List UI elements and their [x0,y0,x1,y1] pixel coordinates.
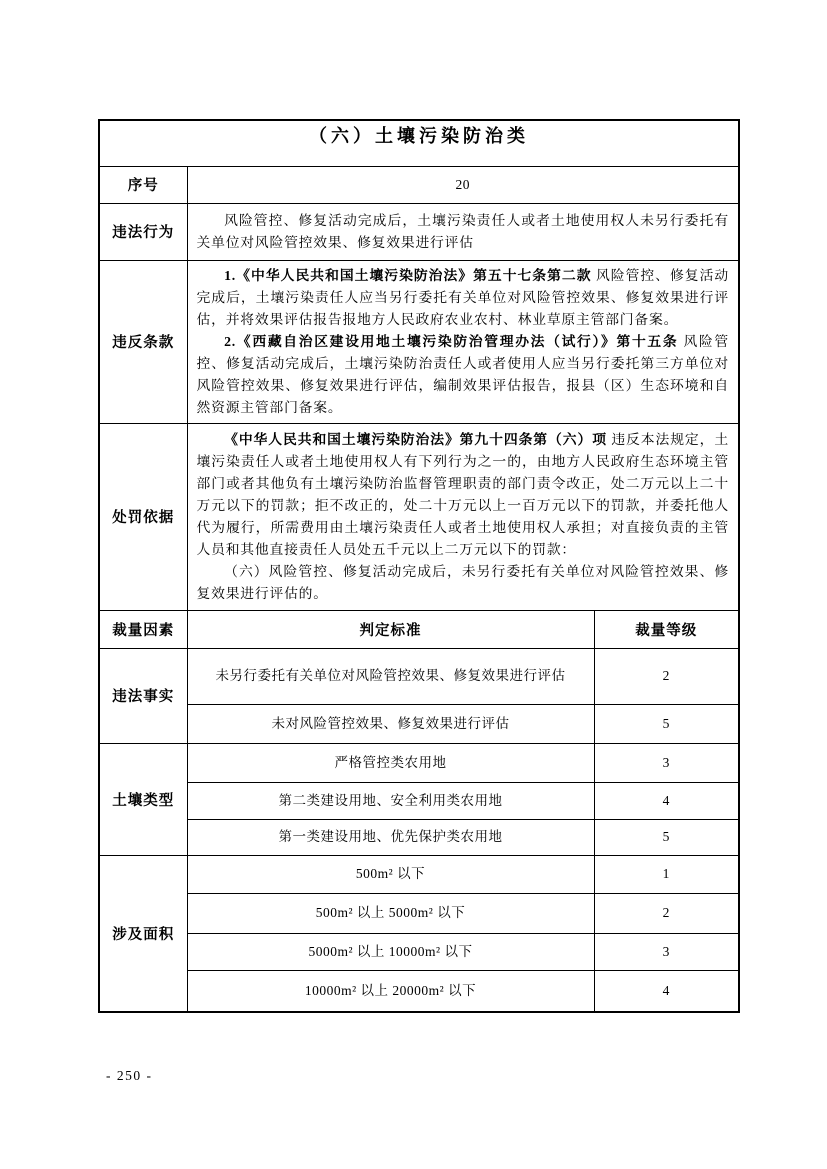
level-cell: 4 [594,782,739,819]
header-factor: 裁量因素 [99,610,187,648]
criteria-cell: 10000m² 以上 20000m² 以下 [187,970,594,1012]
criteria-cell: 第一类建设用地、优先保护类农用地 [187,819,594,855]
violated-clauses-row [99,260,739,423]
level-cell: 2 [594,648,739,704]
serial-label: 序号 [99,166,187,203]
criteria-cell: 未对风险管控效果、修复效果进行评估 [187,704,594,743]
criteria-cell: 500m² 以下 [187,855,594,893]
factor-involved-area: 涉及面积 [99,855,187,1012]
table-row [99,819,739,855]
penalty-basis-citation: 《中华人民共和国土壤污染防治法》第九十四条第（六）项 [224,431,607,447]
clause-1 [197,265,730,331]
table-row [99,704,739,743]
criteria-cell: 严格管控类农用地 [187,743,594,782]
criteria-cell: 500m² 以上 5000m² 以下 [187,893,594,933]
penalty-basis-item: （六）风险管控、修复活动完成后，未另行委托有关单位对风险管控效果、修复效果进行评估的。 [196,563,729,601]
penalty-basis-row [99,423,739,610]
penalty-basis-body: 违反本法规定，土壤污染责任人或者土地使用权人有下列行为之一的，由地方人民政府生态环境主管部门或者其他负有土壤污染防治监督管理职责的部门责令改正，处二万元以上二十万元以下的罚款；拒不改正的，处二十万元以上一百万元以下的罚款，并委托他人代为履行，所需费用由土壤污染责任人或者土地使用权人承担；对直接负责的主管人员和其他直接责任人员处五千元以上二万元以下的罚款： [196,431,729,557]
clause-2-citation: 2.《西藏自治区建设用地土壤污染防治管理办法（试行）》第十五条 [224,333,679,349]
level-cell: 1 [594,855,739,893]
serial-row [99,166,739,203]
criteria-cell: 第二类建设用地、安全利用类农用地 [187,782,594,819]
soil-pollution-violation-table [98,119,740,1013]
level-cell: 5 [594,819,739,855]
illegal-act-label: 违法行为 [99,203,187,260]
factor-soil-type: 土壤类型 [99,743,187,855]
violated-clauses-label: 违反条款 [99,260,187,423]
illegal-act-cell [187,203,739,260]
table-row [99,933,739,970]
criteria-cell: 未另行委托有关单位对风险管控效果、修复效果进行评估 [187,648,594,704]
level-cell: 2 [594,893,739,933]
table-row [99,855,739,893]
table-row [99,893,739,933]
level-cell: 3 [594,743,739,782]
clause-1-citation: 1.《中华人民共和国土壤污染防治法》第五十七条第二款 [224,267,592,283]
illegal-act-text: 风险管控、修复活动完成后，土壤污染责任人或者土地使用权人未另行委托有关单位对风险管控效果、修复效果进行评估 [196,212,729,250]
table-row [99,970,739,1012]
clause-2-body: 风险管控、修复活动完成后，土壤污染防治责任人或者使用人应当另行委托第三方单位对风险管控效果、修复效果进行评估，编制效果评估报告，报县（区）生态环境和自然资源主管部门备案。 [196,333,729,415]
table-row [99,743,739,782]
level-cell: 4 [594,970,739,1012]
table-row [99,648,739,704]
level-cell: 3 [594,933,739,970]
violated-clauses-cell [187,260,739,423]
header-criteria: 判定标准 [187,610,594,648]
table-row [99,782,739,819]
page-number: - 250 - [106,1068,153,1083]
table-title: （六）土壤污染防治类 [99,120,739,166]
penalty-basis-label: 处罚依据 [99,423,187,610]
serial-value: 20 [187,166,739,203]
title-row [99,120,739,166]
criteria-cell: 5000m² 以上 10000m² 以下 [187,933,594,970]
penalty-basis-paragraph [197,429,730,561]
penalty-basis-cell [187,423,739,610]
factor-illegal-facts: 违法事实 [99,648,187,743]
illegal-act-row [99,203,739,260]
criteria-header-row [99,610,739,648]
level-cell: 5 [594,704,739,743]
clause-2 [197,331,730,419]
clause-1-body: 风险管控、修复活动完成后，土壤污染责任人应当另行委托有关单位对风险管控效果、修复效果进行评估，并将效果评估报告报地方人民政府农业农村、林业草原主管部门备案。 [196,267,729,327]
header-level: 裁量等级 [594,610,739,648]
